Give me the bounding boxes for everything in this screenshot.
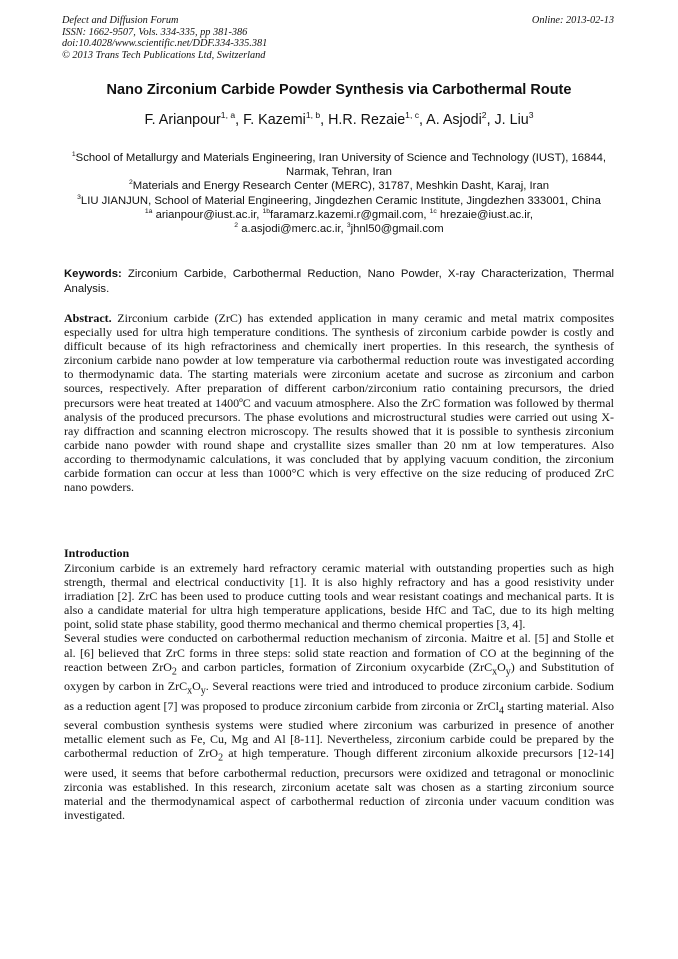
introduction-body [64,561,614,822]
author-name: A. Asjodi [426,112,482,128]
copyright-line: © 2013 Trans Tech Publications Ltd, Switzerland [62,49,266,61]
author-sup: 1, a [220,110,236,121]
paragraph: Several studies were conducted on carbothermal reduction mechanism of zirconia. Maitre et al. [5] and Stolle et al. [6] believed that ZrC forms in three steps: solid state reaction and formation of CO at the beginning of the reaction between ZrO$_2$ and carbon particles, formation of Zirconium oxycarbide $(ZrC_xO_y)$ and Substitution of oxygen by carbon in $ZrC_xO_y$. Several reactions were tried and introduced to produce zirconium carbide. Sodium as a reduction agent [7] was proposed to produce zirconium carbide from zirconia or ZrCl$_4$ starting material. Also several combustion synthesis systems were studied where zirconium was carburized in presence of another metallic element such as Fe, Cu, Mg and Al [8-11]. Nevertheless, zirconium carbide could be prepared by the carbothermal reduction of ZrO$_2$ at high temperature. Though different zirconium alkoxide precursors [12-14] were used, it seems that before carbothermal reduction, precursors were oxidized and tetragonal or monoclinic zirconia was established. In this research, zirconium acetate salt was chosen as a starting zirconium source material and the thermodynamical aspect of carbothermal reduction of zirconia under vacuum condition was investigated. [64,631,615,823]
email-link: arianpour@iust.ac.ir, [155,208,260,221]
email-line: $^2$ a.asjodi@merc.ac.ir, $^3$jhnl50@gmail.com [234,222,444,236]
author-sup: 1, c [405,110,419,121]
paragraph: Zirconium carbide is an extremely hard refractory ceramic material with outstanding properties such as high strength, thermal and electrical conductivity [1]. It is also highly refractory and has a good resistivity under irradiation [2]. ZrC has been used to produce cutting tools and wear resistant coatings and mechanical parts. It is also a candidate material for ultra high temperature applications, beside HfC and TaC, due to its high melting point, solid state phase stability, good thermo mechanical and thermo chemical properties [3, 4]. [64,561,614,632]
author-sup: 1, b [305,110,321,121]
paper-title: Nano Zirconium Carbide Powder Synthesis via Carbothermal Route [106,82,572,98]
author-name: H.R. Rezaie [328,112,406,128]
author-sup: 3 [528,110,534,121]
keywords [64,267,614,296]
keywords-text: Zirconium Carbide, Carbothermal Reduction, Nano Powder, X-ray Characterization, Thermal Analysis. [64,268,615,295]
abstract-label: Abstract. [64,311,112,325]
affiliation: $^2$Materials and Energy Research Center (MERC), 31787, Meshkin Dasht, Karaj, Iran [128,179,550,193]
author-name: F. Arianpour [144,112,221,128]
journal-name: Defect and Diffusion Forum [62,15,179,26]
issn-line: ISSN: 1662-9507, Vols. 334-335, pp 381-386 [62,26,248,38]
email-line: $^{1a}$ arianpour@iust.ac.ir, $^{1b}$faramarz.kazemi.r@gmail.com, $^{1c}$ hrezaie@iust.ac.ir, [144,208,534,221]
author-list: F. Arianpour$^{1, a}$, F. Kazemi$^{1, b}$, H.R. Rezaie$^{1, c}$, A. Asjodi$^2$, J. Liu$^3$ [144,110,534,128]
author-name: F. Kazemi [243,112,306,128]
journal-header [62,15,267,61]
abstract [64,311,614,494]
abstract-text: Zirconium carbide (ZrC) has extended application in many ceramic and metal matrix composites especially used for ultra high temperature conditions. The synthesis of zirconium carbide powder is costly and difficult because of its high refractoriness and chemically inert properties. In this research, the synthesis of zirconium carbide nano powder at low temperature via carbothermal reduction route was investigated according to thermodynamic data. The starting materials were zirconium acetate and sucrose as zirconium and carbon sources, respectively. After preparation of different carbon/zirconium ratio containing precursors, the dried precursors were heat treated at 1400ºC and vacuum atmosphere. Also the ZrC formation was followed by thermal analysis of the produced precursors. The phase evolutions and microstructural studies were carried out using X-ray diffraction and scanning electron microscopy. The results showed that it is possible to synthesis zirconium carbide nano powder with round shape and crystallite sizes smaller than 20 nm at low temperatures. Also according to thermodynamic calculations, it was concluded that by applying vacuum condition, the zirconium carbide formation can occur at less than 1000°C which is very effective on the size reducing of produced ZrC nano powders. [64,311,615,495]
email-link: jhnl50@gmail.com [350,223,444,236]
author-sup: 2 [481,110,487,121]
affiliations [60,151,618,236]
affiliation: $^1$School of Metallurgy and Materials Engineering, Iran University of Science and Technology (IUST), 16844, Narmak, Tehran, Iran [71,151,607,179]
doi-line: doi:10.4028/www.scientific.net/DDF.334-335.381 [62,38,268,50]
keywords-label: Keywords: [64,268,122,280]
email-link: faramarz.kazemi.r@gmail.com, [270,208,427,221]
introduction-heading: Introduction [64,546,130,560]
affiliation: $^3$LIU JIANJUN, School of Material Engineering, Jingdezhen Ceramic Institute, Jingdezhen 333001, China [77,193,601,207]
online-date: Online: 2013-02-13 [531,15,614,26]
email-link: a.asjodi@merc.ac.ir, [241,223,344,236]
email-link: hrezaie@iust.ac.ir, [439,208,534,221]
author-name: J. Liu [494,112,529,128]
